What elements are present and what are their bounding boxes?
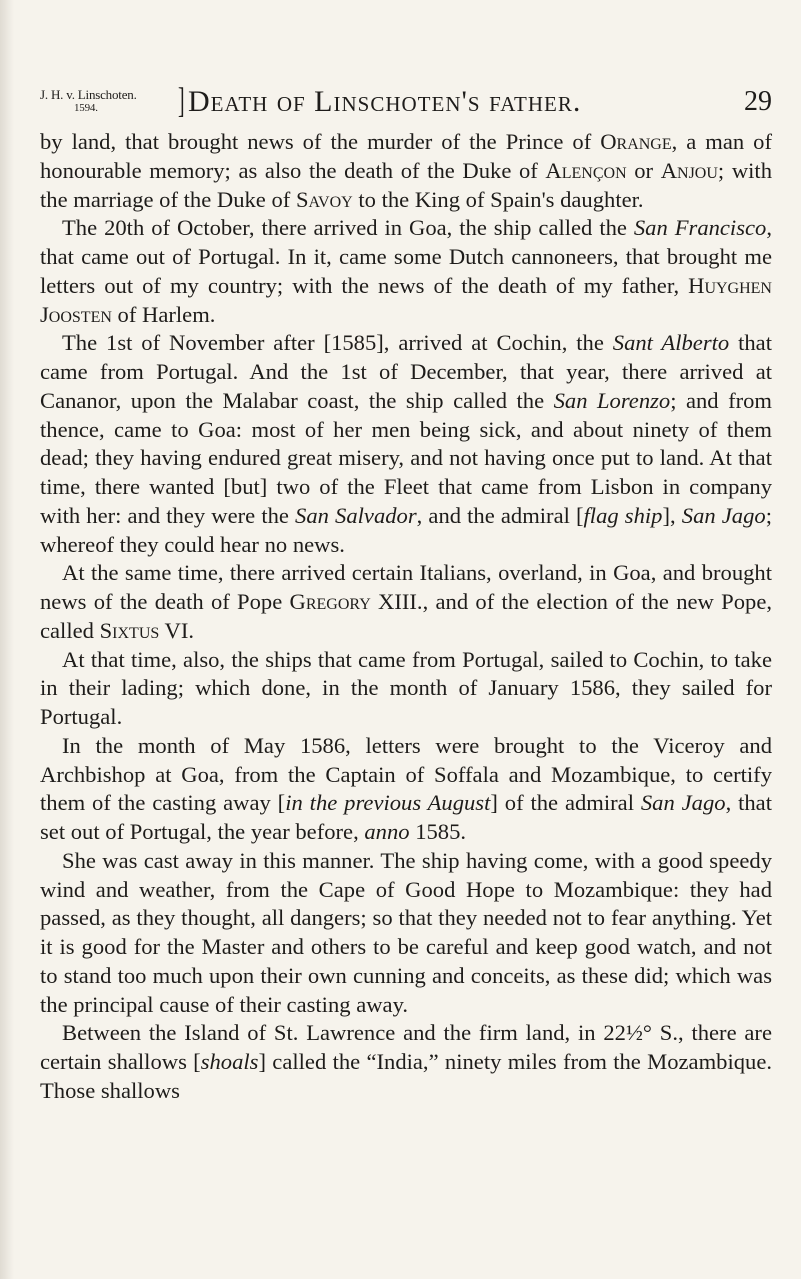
small-caps-name: Anjou [660, 157, 718, 183]
paragraph [40, 128, 772, 214]
page-edge-shadow [0, 0, 14, 1279]
text-run: to the King of Spain's daughter. [352, 186, 644, 212]
text-run: In the month of May 1586, letters were brought to the Viceroy and Archbishop at Goa, from the Captain of Soffala and Mozambique, to certify them of the casting away [ [40, 732, 772, 816]
text-run: of Harlem. [111, 301, 216, 327]
paragraph [40, 732, 772, 847]
text-run: ], [662, 502, 682, 528]
italic-text: anno [364, 819, 410, 844]
text-run: , that came out of Portugal. In it, came some Dutch cannoneers, that brought me letters out of my country; with the news of the death of my father, [40, 215, 772, 298]
header-bracket: ] [178, 80, 185, 120]
small-caps-name: Sixtus [99, 617, 160, 643]
text-run: , that set out of Portugal, the year before, [40, 790, 772, 844]
text-run: VI. [159, 617, 195, 643]
page-number: 29 [744, 86, 772, 117]
small-caps-name: Orange [600, 129, 672, 154]
header-citation [40, 88, 137, 115]
text-run: or [626, 157, 661, 183]
text-run: ; and from thence, came to Goa: most of her men being sick, and about ninety of them dead; they having endured great misery, and not having once put to land. At that time, there wanted [but] two of the Fleet that came from Lisbon in company with her: and they were the [40, 387, 772, 528]
italic-text: Sant Alberto [612, 330, 730, 356]
italic-text: San Jago [681, 502, 766, 528]
italic-text: San Jago [640, 790, 726, 816]
text-run: , a man of honourable memory; as also the death of the Duke of [40, 129, 772, 183]
small-caps-name: Huyghen Joosten [40, 272, 772, 327]
text-run: ; with the marriage of the Duke of [40, 157, 772, 212]
text-run: The 20th of October, there arrived in Goa, the ship called the [62, 215, 634, 241]
body-text [40, 128, 772, 1106]
header-year: 1594. [74, 102, 98, 114]
small-caps-name: Gregory [289, 589, 371, 614]
text-run: ] of the admiral [490, 790, 641, 816]
italic-text: shoals [200, 1049, 259, 1074]
italic-text: San Francisco [633, 215, 767, 241]
text-run: , and the admiral [ [416, 502, 584, 528]
paragraph [40, 214, 772, 329]
text-run: The 1st of November after [1585], arrived at Cochin, the [62, 330, 613, 356]
paragraph [40, 329, 772, 559]
text-run: ; whereof they could hear no news. [40, 502, 772, 557]
italic-text: San Lorenzo [553, 387, 671, 413]
text-run: by land, that brought news of the murder of the Prince of [40, 129, 601, 154]
text-run: that came from Portugal. And the 1st of December, that year, there arrived at Cananor, upon the Malabar coast, the ship called the [40, 330, 772, 413]
text-run: ] called the “India,” ninety miles from the Mozambique. Those shallows [40, 1049, 773, 1103]
text-run: She was cast away in this manner. The ship having come, with a good speedy wind and weather, from the Cape of Good Hope to Mozambique: they had passed, as they thought, all dangers; so that they needed not to fear anything. Yet it is good for the Master and others to be careful and keep good watch, and not to stand too much upon their own cunning and conceits, as these did; which was the principal cause of their casting away. [40, 847, 772, 1017]
italic-text: flag ship [583, 502, 663, 528]
paragraph [40, 646, 772, 732]
paragraph [40, 559, 772, 645]
text-run: At the same time, there arrived certain Italians, overland, in Goa, and brought news of the death of Pope [40, 560, 772, 614]
running-header [40, 80, 772, 126]
italic-text: San Salvador [295, 502, 417, 528]
header-author: J. H. v. Linschoten. [40, 87, 137, 102]
small-caps-name: Savoy [295, 186, 353, 212]
paragraph [40, 847, 772, 1020]
paragraph [40, 1019, 772, 1105]
text-run: XIII., and of the election of the new Pope, called [40, 589, 772, 643]
text-run: 1585. [409, 819, 467, 844]
text-run: Between the Island of St. Lawrence and the firm land, in 22½° S., there are certain shallows [ [40, 1020, 772, 1074]
small-caps-name: Alençon [545, 157, 627, 183]
header-title: Death of Linschoten's father. [188, 85, 582, 118]
italic-text: in the previous August [285, 790, 491, 816]
text-run: At that time, also, the ships that came from Portugal, sailed to Cochin, to take in their lading; which done, in the month of January 1586, they sailed for Portugal. [40, 646, 772, 729]
